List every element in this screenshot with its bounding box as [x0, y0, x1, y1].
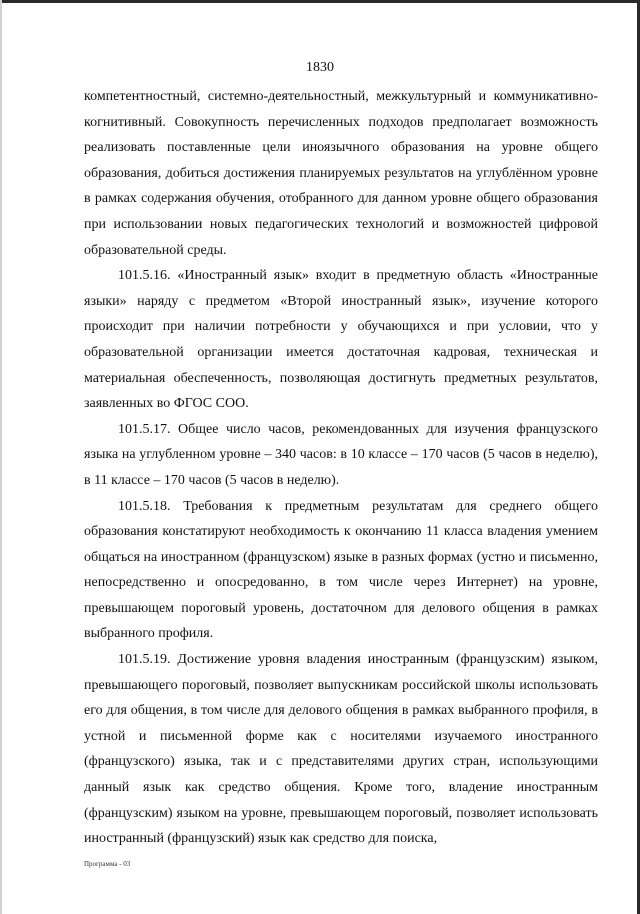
- footer-code: Программа - 03: [84, 860, 131, 868]
- scan-edge-top: [0, 0, 640, 3]
- paragraph-101-5-19: 101.5.19. Достижение уровня владения иностранным (французским) языком, превышающего пороговый, позволяет выпускникам российской школы использовать его для общения, в том числе для делового общения в рамках выбранного профиля, в устной и письменной форме как с носителями изучаемого иностранного (французского) языка, так и с представителями других стран, использующими данный язык как средство общения. Кроме того, владение иностранным (французским) языком на уровне, превышающем пороговый, позволяет использовать иностранный (французский) язык как средство для поиска,: [84, 652, 598, 847]
- scan-edge-left: [0, 0, 2, 914]
- page-number: 1830: [306, 60, 334, 75]
- paragraph-101-5-16: 101.5.16. «Иностранный язык» входит в предметную область «Иностранные языки» наряду с предметом «Второй иностранный язык», изучение которого происходит при наличии потребности у обучающихся и при условии, что у образовательной организации имеется достаточная кадровая, техническая и материальная обеспеченность, позволяющая достигнуть предметных результатов, заявленных во ФГОС СОО.: [84, 268, 598, 412]
- paragraph-101-5-17: 101.5.17. Общее число часов, рекомендованных для изучения французского языка на углубленном уровне – 340 часов: в 10 классе – 170 часов (5 часов в неделю), в 11 классе – 170 часов (5 часов в неделю).: [84, 421, 598, 488]
- document-body: [84, 84, 598, 852]
- paragraph-intro-continuation: компетентностный, системно-деятельностный, межкультурный и коммуникативно-когнитивный. Совокупность перечисленных подходов предполагает возможность реализовать поставленные цели иноязычного образования на уровне общего образования, добиться достижения планируемых результатов на углублённом уровне в рамках содержания обучения, отобранного для данном уровне общего образования при использовании новых педагогических технологий и возможностей цифровой образовательной среды.: [84, 89, 598, 258]
- paragraph-101-5-18: 101.5.18. Требования к предметным результатам для среднего общего образования констатируют необходимость к окончанию 11 класса владения умением общаться на иностранном (французском) языке в разных формах (устно и письменно, непосредственно и опосредованно, в том числе через Интернет) на уровне, превышающем пороговый уровень, достаточном для делового общения в рамках выбранного профиля.: [84, 498, 598, 642]
